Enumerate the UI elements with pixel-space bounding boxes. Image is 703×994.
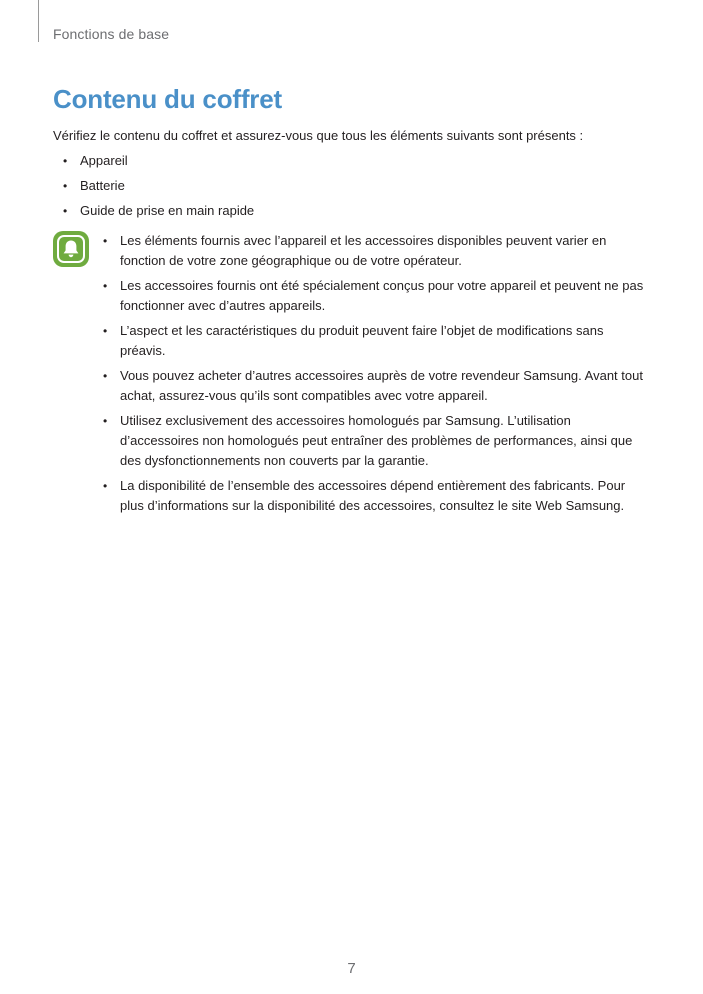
bullet: • [103,279,108,293]
list-item [53,202,653,220]
list-item-text: Guide de prise en main rapide [80,203,255,218]
note-text: Les éléments fournis avec l’appareil et les accessoires disponibles peuvent varier en fonction de votre zone géographique ou de votre opérateur. [120,233,607,268]
note-item [101,411,651,471]
intro-text: Vérifiez le contenu du coffret et assurez-vous que tous les éléments suivants sont présents : [53,128,584,143]
note-item [101,366,651,406]
list-item-text: Batterie [80,178,125,193]
list-item-text: Appareil [80,153,128,168]
bullet: • [63,179,68,193]
bell-icon-frame [57,235,85,263]
bell-icon [53,231,89,267]
note-text: Vous pouvez acheter d’autres accessoires auprès de votre revendeur Samsung. Avant tout achat, assurez-vous qu’ils sont compatibles avec votre appareil. [120,368,643,403]
section-label: Fonctions de base [53,26,170,42]
bullet: • [103,369,108,383]
note-text: La disponibilité de l’ensemble des accessoires dépend entièrement des fabricants. Pour plus d’informations sur la disponibilité des accessoires, consultez le site Web Samsung. [120,478,626,513]
header-divider [38,0,39,42]
list-item [53,177,653,195]
note-item [101,231,651,271]
page-title: Contenu du coffret [53,84,282,114]
bell-glyph [62,239,80,259]
list-item [53,152,653,170]
page-number: 7 [347,960,356,977]
note-item [101,321,651,361]
bullet: • [63,154,68,168]
bullet: • [103,234,108,248]
note-text: Les accessoires fournis ont été spécialement conçus pour votre appareil et peuvent ne pas fonctionner avec d’autres appareils. [120,278,644,313]
notes-list [101,231,651,521]
bullet: • [103,324,108,338]
bullet: • [103,479,108,493]
note-text: Utilisez exclusivement des accessoires homologués par Samsung. L’utilisation d’accessoires non homologués peut entraîner des problèmes de performances, ainsi que des dysfonctionnements non couverts par la garantie. [120,413,633,468]
note-item [101,476,651,516]
note-text: L’aspect et les caractéristiques du produit peuvent faire l’objet de modifications sans préavis. [120,323,604,358]
contents-list [53,152,653,227]
bullet: • [63,204,68,218]
bullet: • [103,414,108,428]
note-item [101,276,651,316]
